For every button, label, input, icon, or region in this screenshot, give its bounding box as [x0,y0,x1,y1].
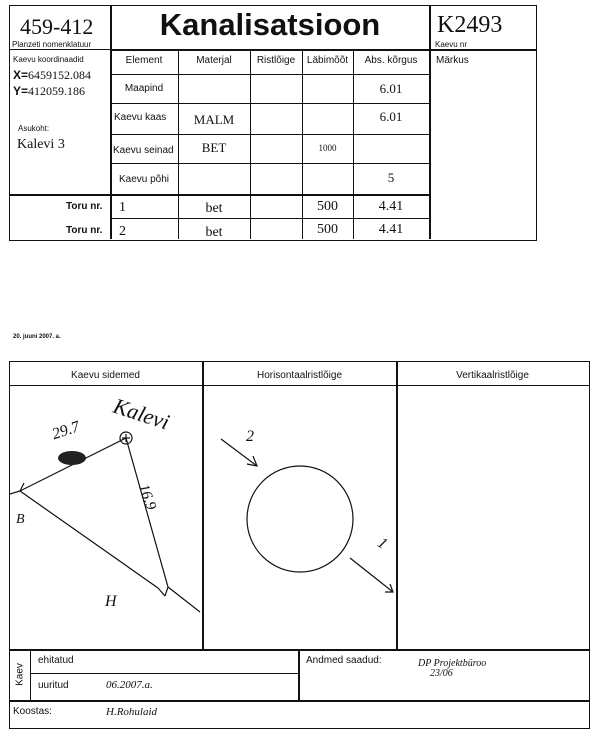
well-section-circle [247,466,353,572]
pipe-material: bet [205,201,223,216]
pipe-diameter: 500 [317,199,338,214]
compiled-label: Koostas: [13,706,52,717]
row-element: Kaevu seinad [113,145,174,156]
row-elevation: 5 [387,170,395,185]
col-section: Ristlõige [256,55,296,66]
side-label-well: Kaev [14,663,26,686]
bottom-form [0,355,596,754]
sketch-street-label: Kalevi [110,393,173,435]
sketch-corner-b: B [16,512,25,527]
pipe-elevation: 4.41 [378,199,404,214]
row-element: Kaevu põhi [118,174,170,185]
row-material: MALM [193,112,235,127]
coords-caption: Kaevu koordinaadid [13,55,84,64]
row-elevation: 6.01 [379,109,403,124]
pipe-elevation: 4.41 [378,222,404,237]
top-form [0,0,596,250]
row-diameter: 1000 [318,143,337,153]
sketch-line [10,438,168,596]
pipe-diameter: 500 [317,222,338,237]
row-material: BET [201,140,227,155]
col-diameter: Läbimõõt [306,55,349,66]
panel-horizontal-title: Horisontaalristlõige [256,370,343,381]
data-source-value: DP Projektbüroo [418,658,487,669]
row-element: Kaevu kaas [114,112,167,123]
col-element: Element [125,55,163,66]
sketch-line [168,587,200,612]
map-code-caption: Planzeti nomenklatuur [12,40,92,49]
row-elevation: 6.01 [379,81,403,96]
sketch-line [20,491,158,588]
pipe-in-label: 2 [246,428,254,445]
panel-vertical-title: Vertikaalristlõige [456,370,529,381]
col-notes: Märkus [436,55,469,66]
pipe-material: bet [205,225,223,240]
pipe-number: 1 [119,200,126,215]
panel-connections-title: Kaevu sidemed [71,370,140,381]
well-id: K2493 [437,12,503,38]
sketch-side-b: 16.9 [134,482,159,513]
sketch-side-a: 29.7 [50,418,82,444]
well-id-caption: Kaevu nr [435,40,468,49]
col-elevation: Abs. kõrgus [364,55,418,66]
updated-value: 06.2007.a. [106,679,153,691]
data-source-date: 23/06 [430,668,453,679]
compiled-value: H.Rohulaid [106,706,158,718]
pipe-label: Toru nr. [66,225,103,236]
pipe-out-label: 1 [374,534,391,553]
updated-label: uuritud [38,680,69,691]
location-caption: Asukoht: [18,124,50,133]
pipe-number: 2 [119,224,126,239]
row-element: Maapind [124,83,164,94]
map-code: 459-412 [20,14,94,39]
pipe-out-arrow [350,558,393,592]
scribble-mark [58,451,86,465]
sketch-line [158,588,165,596]
y-coordinate: Y=412059.186 [13,84,86,98]
built-label: ehitatud [38,655,74,666]
horizontal-section-drawing [203,386,396,649]
date-line: 20. juuni 2007. a. [13,334,61,340]
data-source-label: Andmed saadud: [306,655,382,666]
col-material: Materjal [196,55,232,66]
x-coordinate: X=6459152.084 [13,68,92,82]
sketch-corner-h: H [105,593,117,610]
pipe-label: Toru nr. [66,201,103,212]
form-title: Kanalisatsioon [159,7,381,42]
location-value: Kalevi 3 [17,137,65,152]
